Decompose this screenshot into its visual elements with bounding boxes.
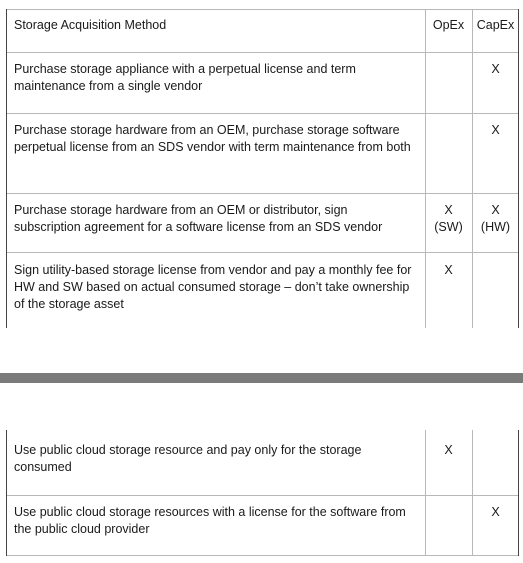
row-method: Purchase storage hardware from an OEM or distributor, sign subscription agreement for a software license from an SDS vendor (14, 203, 383, 234)
row-method: Purchase storage hardware from an OEM, purchase storage software perpetual license from an SDS vendor with term maintenance from both (14, 123, 411, 154)
table-row (6, 194, 519, 252)
header-opex: OpEx (432, 18, 465, 32)
row-opex (425, 53, 472, 113)
row-method: Use public cloud storage resources with a license for the software from the public cloud provider (14, 505, 406, 536)
row-capex: X (HW) (480, 203, 511, 234)
row-capex (472, 434, 519, 495)
table-row (6, 434, 519, 495)
row-method: Purchase storage appliance with a perpetual license and term maintenance from a single vendor (14, 62, 356, 93)
row-method: Use public cloud storage resource and pay only for the storage consumed (14, 443, 362, 474)
row-capex: X (491, 123, 500, 137)
table-row (6, 253, 519, 328)
page-break-separator (0, 373, 523, 383)
row-capex: X (491, 62, 500, 76)
row-capex: X (491, 505, 500, 519)
header-capex: CapEx (476, 18, 515, 32)
row-opex (425, 496, 472, 555)
row-capex (472, 253, 519, 328)
row-opex: X (444, 443, 453, 457)
row-opex: X (444, 263, 453, 277)
table-row (6, 114, 519, 193)
table-header-row (6, 9, 519, 52)
table-row (6, 496, 519, 555)
row-opex (425, 114, 472, 193)
table-bottom-border (6, 555, 519, 556)
table-row (6, 53, 519, 113)
row-opex: X (SW) (434, 203, 463, 234)
header-method: Storage Acquisition Method (14, 18, 167, 32)
row-method: Sign utility-based storage license from vendor and pay a monthly fee for HW and SW based on actual consumed storage – don’t take ownership of the storage asset (14, 263, 412, 311)
